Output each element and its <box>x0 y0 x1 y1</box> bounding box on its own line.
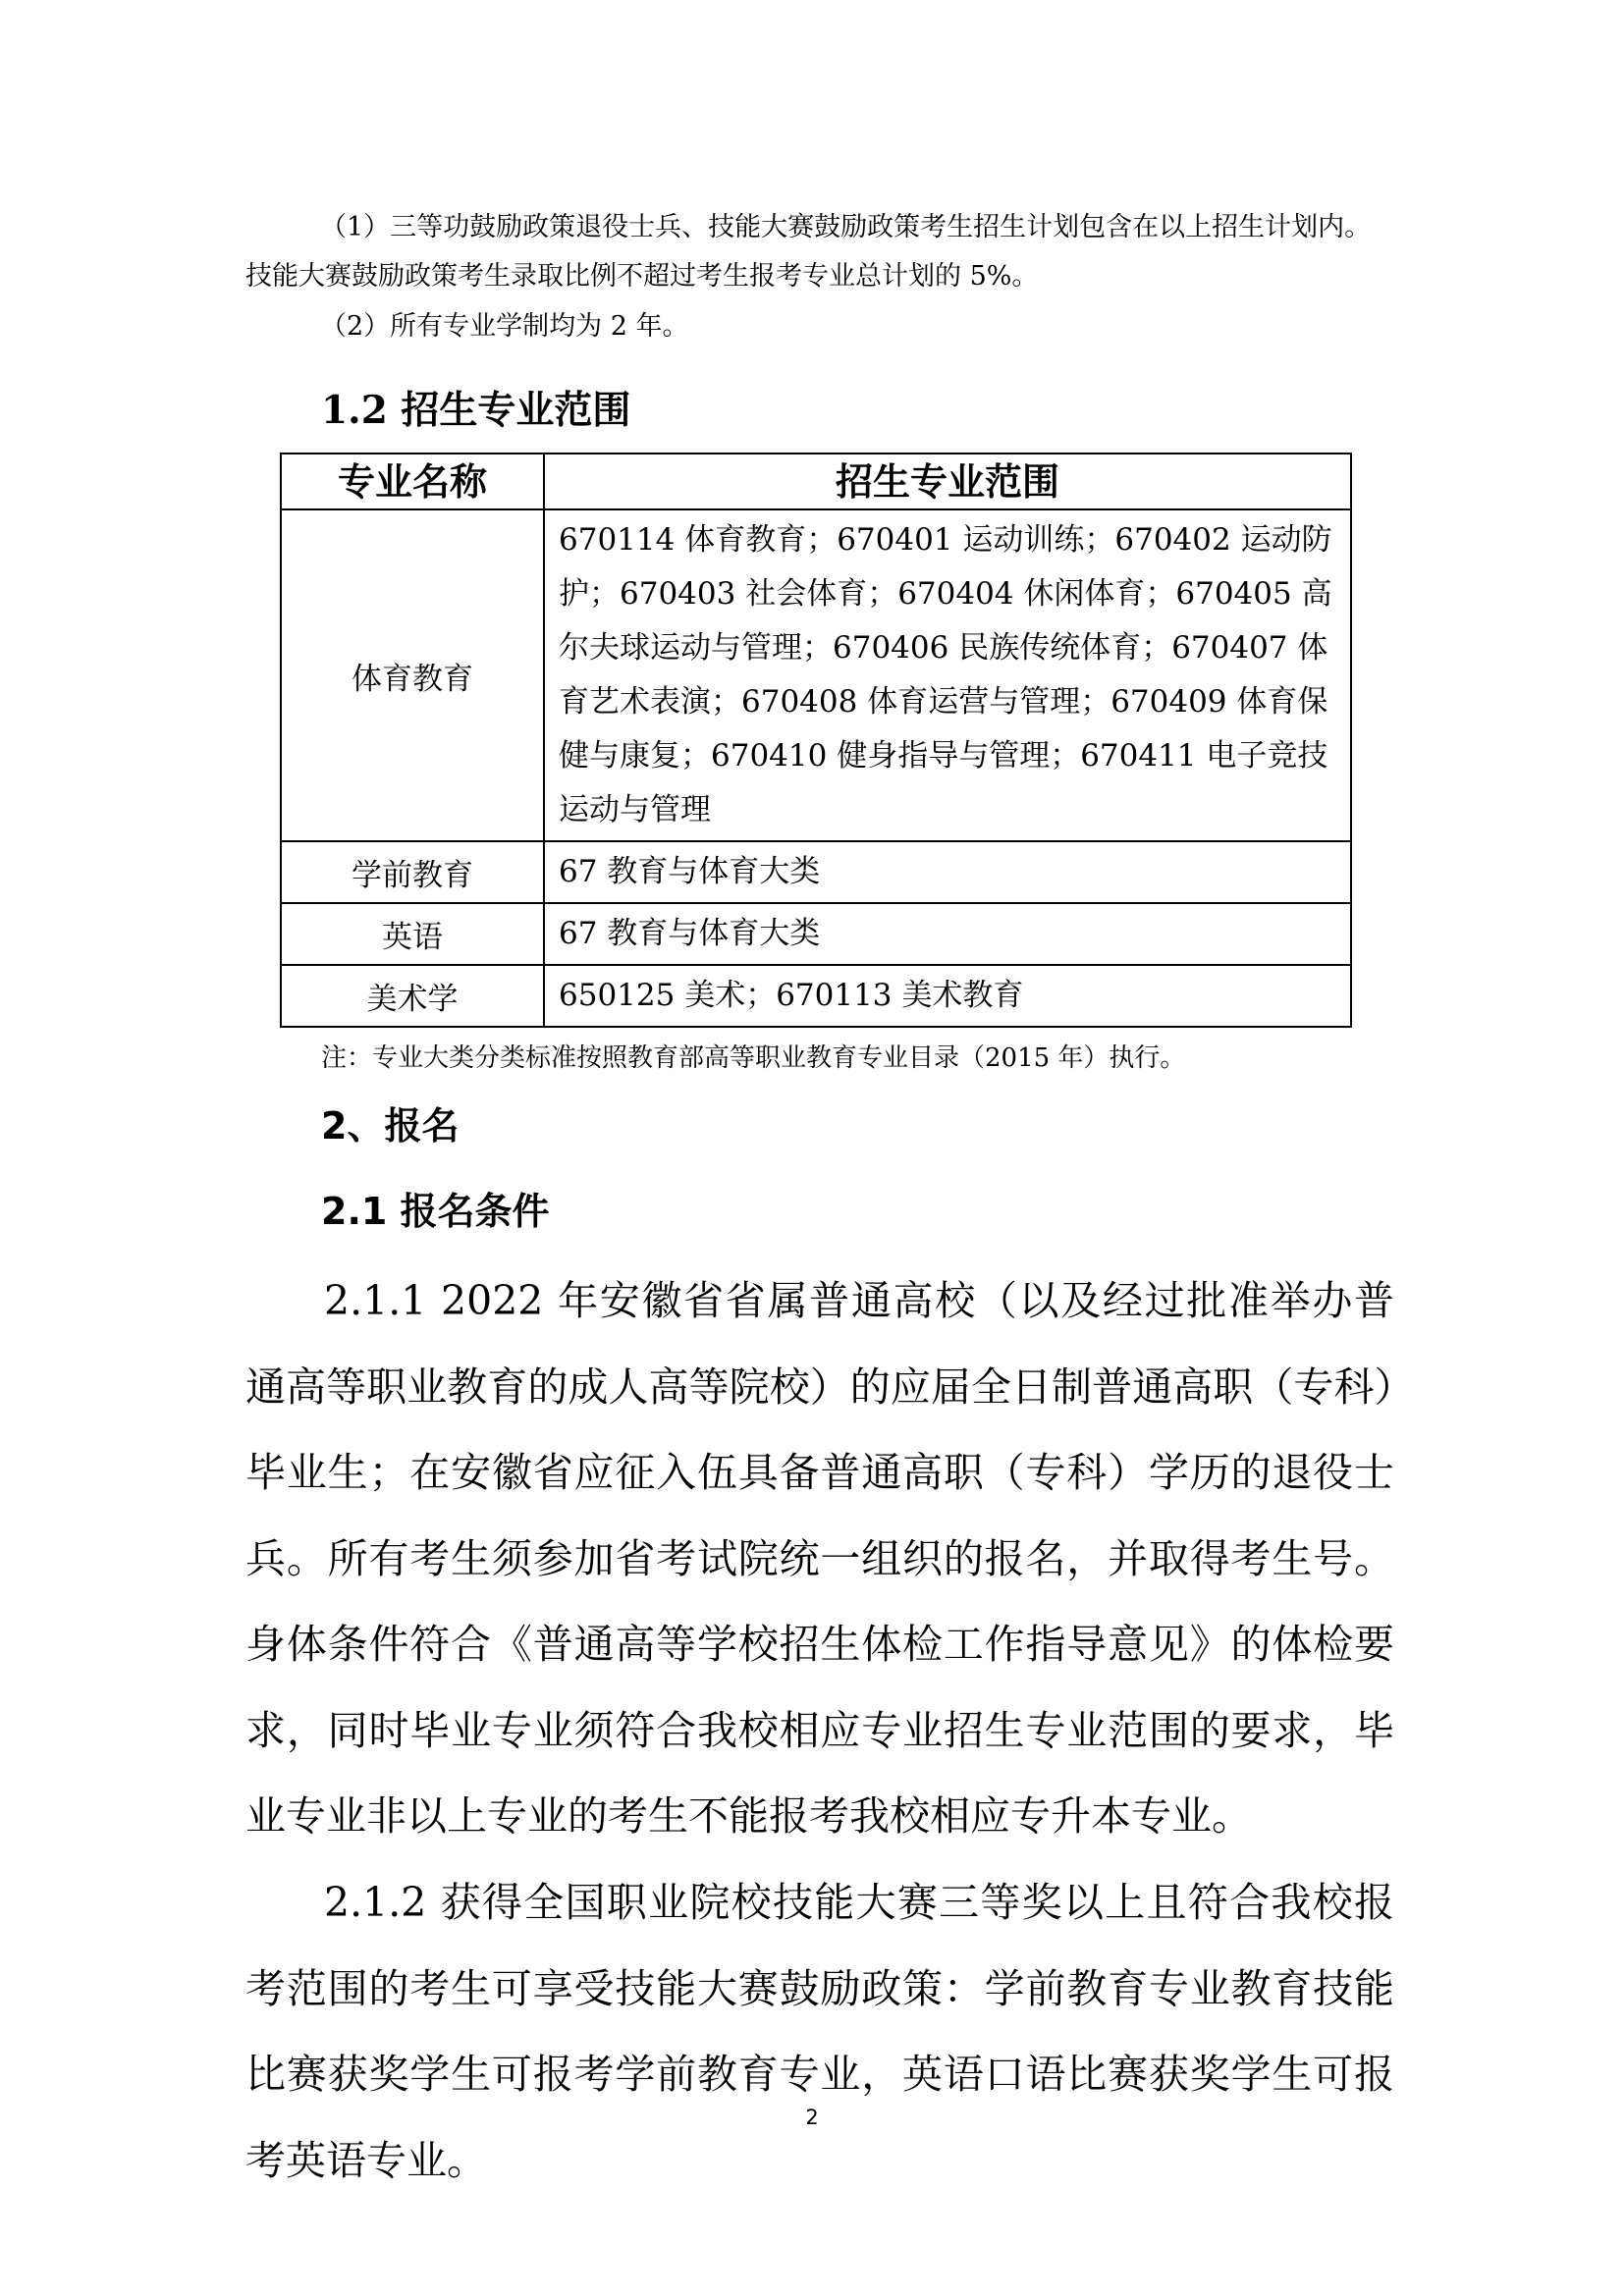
header-major-range: 招生专业范围 <box>544 454 1351 509</box>
note-2: （2）所有专业学制均为 2 年。 <box>320 311 689 342</box>
note-1: （1）三等功鼓励政策退役士兵、技能大赛鼓励政策考生招生计划包含在以上招生计划内。技能大赛鼓励政策考生录取比例不超过考生报考专业总计划的 5%。 <box>245 212 1372 292</box>
major-name: 体育教育 <box>281 509 544 841</box>
paragraph-2-1-1: 2.1.1 2022 年安徽省省属普通高校（以及经过批准举办普通高等职业教育的成人高等院校）的应届全日制普通高职（专科）毕业生；在安徽省应征入伍具备普通高职（专科）学历的退役士兵。所有考生须参加省考试院统一组织的报名，并取得考生号。身体条件符合《普通高等学校招生体检工作指导意见》的体检要求，同时毕业专业须符合我校相应专业招生专业范围的要求，毕业专业非以上专业的考生不能报考我校相应专升本专业。 <box>245 1277 1394 1840</box>
table-footnote: 注：专业大类分类标准按照教育部高等职业教育专业目录（2015 年）执行。 <box>321 1043 1186 1073</box>
major-name: 学前教育 <box>281 841 544 903</box>
section-2-1-title: 2.1 报名条件 <box>321 1190 550 1233</box>
major-range: 67 教育与体育大类 <box>544 903 1351 965</box>
page-number: 2 <box>805 2106 819 2129</box>
table-row <box>281 509 1351 841</box>
major-range-table <box>280 453 1352 1028</box>
major-range: 650125 美术；670113 美术教育 <box>544 965 1351 1027</box>
section-2-title: 2、报名 <box>321 1104 460 1148</box>
section-1-2-title: 1.2 招生专业范围 <box>321 388 631 433</box>
major-range: 670114 体育教育；670401 运动训练；670402 运动防护；670403 社会体育；670404 休闲体育；670405 高尔夫球运动与管理；670406 民族传统体育；670407 体育艺术表演；670408 体育运营与管理；670409 体育保健与康复；670410 健身指导与管理；670411 电子竞技运动与管理 <box>544 509 1351 841</box>
table-row <box>281 841 1351 903</box>
major-range: 67 教育与体育大类 <box>544 841 1351 903</box>
table-row <box>281 903 1351 965</box>
major-name: 英语 <box>281 903 544 965</box>
table-header-row <box>281 454 1351 509</box>
paragraph-2-1-2: 2.1.2 获得全国职业院校技能大赛三等奖以上且符合我校报考范围的考生可享受技能大赛鼓励政策：学前教育专业教育技能比赛获奖学生可报考学前教育专业，英语口语比赛获奖学生可报考英语专业。 <box>245 1879 1394 2184</box>
major-name: 美术学 <box>281 965 544 1027</box>
table-row <box>281 965 1351 1027</box>
header-major-name: 专业名称 <box>281 454 544 509</box>
